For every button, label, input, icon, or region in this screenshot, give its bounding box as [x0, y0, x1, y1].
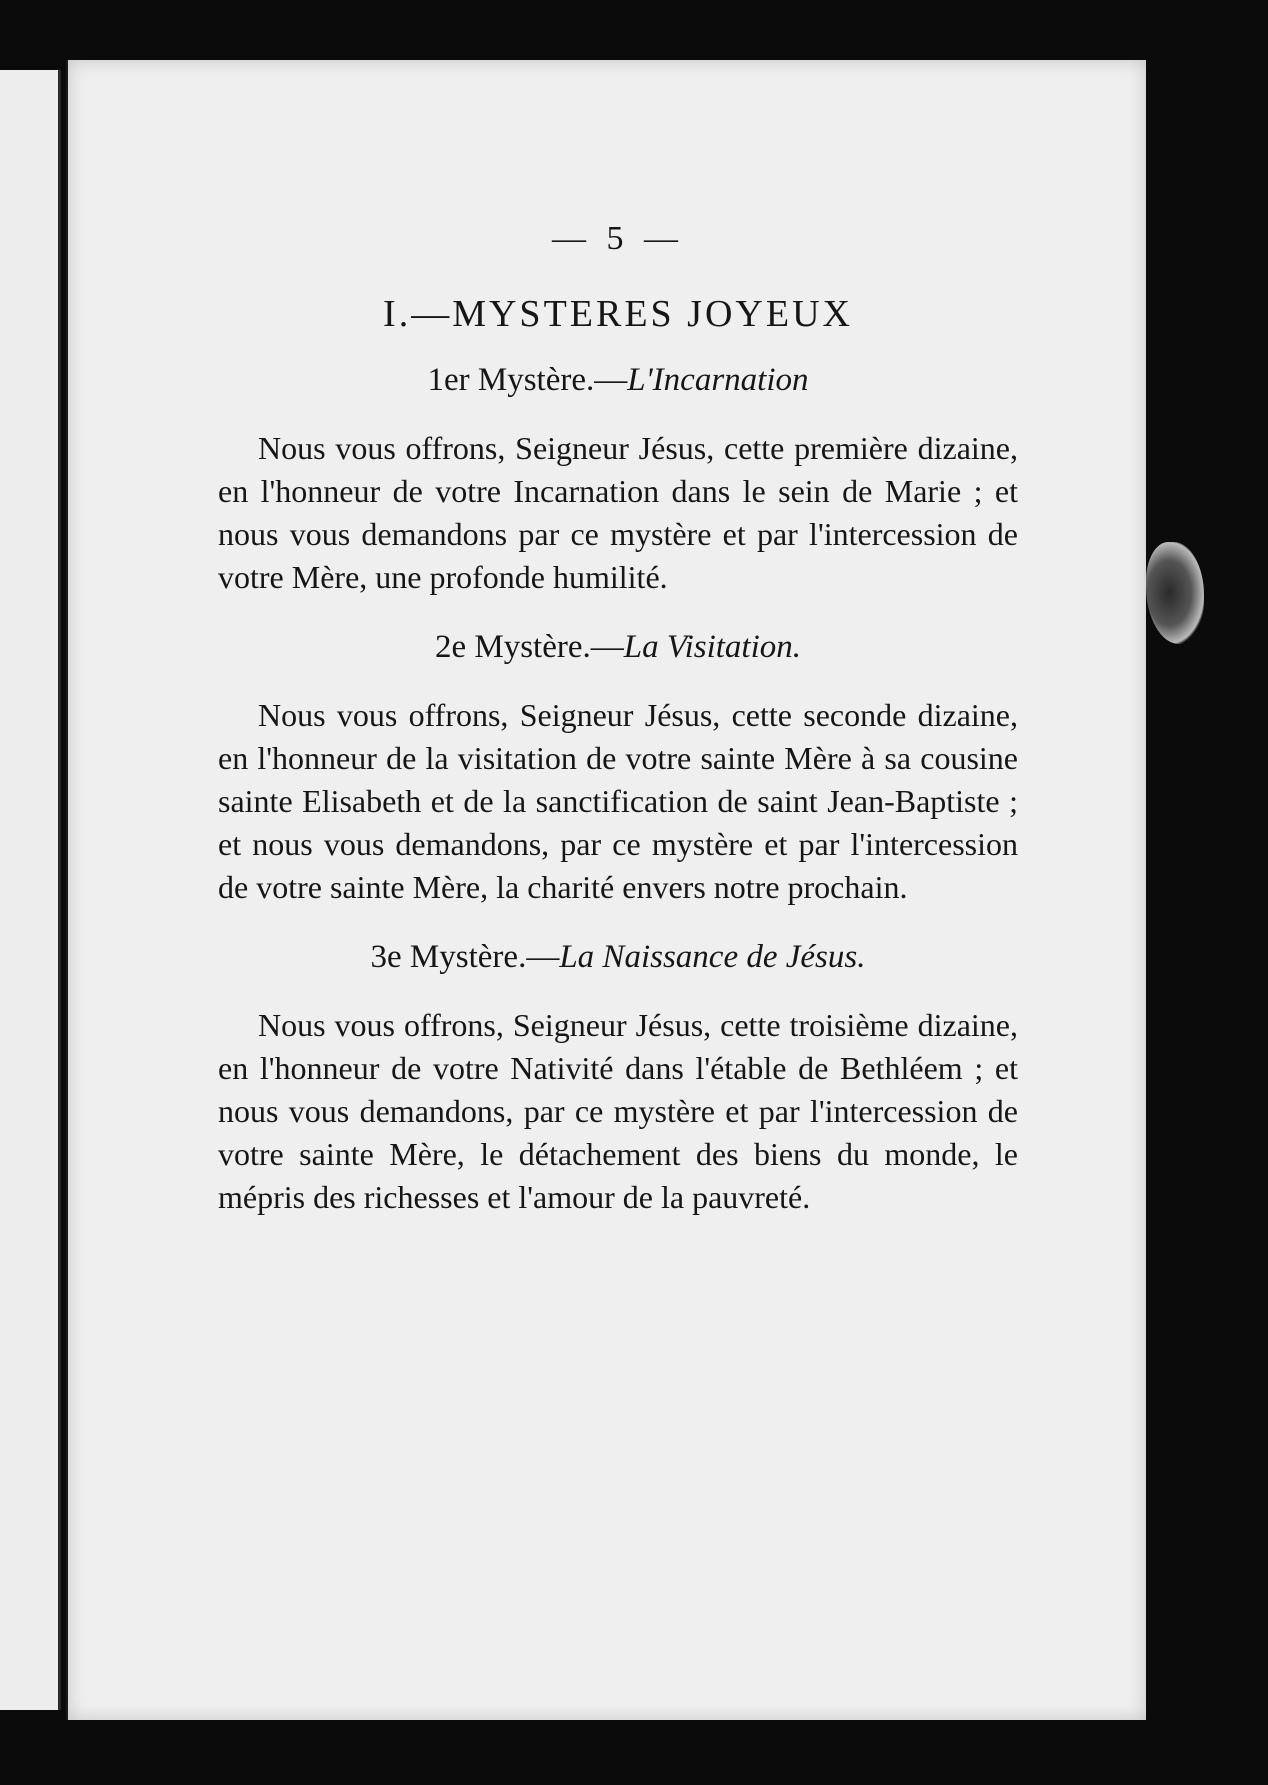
mystery-2-number: 2e Mystère.—	[434, 629, 624, 665]
page-content	[218, 220, 1018, 1249]
mystery-2-heading	[218, 629, 1018, 666]
mystery-1-name: L'Incarnation	[627, 362, 809, 398]
mystery-3-heading	[218, 939, 1018, 976]
mystery-3-name: La Naissance de Jésus.	[559, 939, 866, 975]
mystery-1-text: Nous vous offrons, Seigneur Jésus, cette première dizaine, en l'honneur de votre Incarnation dans le sein de Marie ; et nous vous demandons par ce mystère et par l'intercession de votre Mère, une profonde humilité.	[218, 430, 1018, 595]
mystery-3-number: 3e Mystère.—	[370, 939, 560, 975]
mystery-2-text: Nous vous offrons, Seigneur Jésus, cette seconde dizaine, en l'honneur de la visitation de votre sainte Mère à sa cousine sainte Elisabeth et de la sanctification de saint Jean-Baptiste ; et nous vous demandons, par ce mystère et par l'intercession de votre sainte Mère, la charité envers notre prochain.	[218, 697, 1018, 905]
mystery-2-name: La Visitation.	[623, 629, 802, 665]
page-number: — 5 —	[552, 220, 684, 257]
book-page	[66, 60, 1146, 1720]
paper-damage-mark	[1146, 542, 1204, 644]
mystery-3-text: Nous vous offrons, Seigneur Jésus, cette troisième dizaine, en l'honneur de votre Nativité dans l'étable de Bethléem ; et nous vous demandons, par ce mystère et par l'intercession de votre sainte Mère, le détachement des biens du monde, le mépris des richesses et l'amour de la pauvreté.	[218, 1007, 1018, 1215]
facing-page-edge	[0, 70, 61, 1710]
mystery-1-heading	[218, 362, 1018, 399]
mystery-1-number: 1er Mystère.—	[427, 362, 628, 398]
section-title: I.—MYSTERES JOYEUX	[383, 293, 853, 335]
